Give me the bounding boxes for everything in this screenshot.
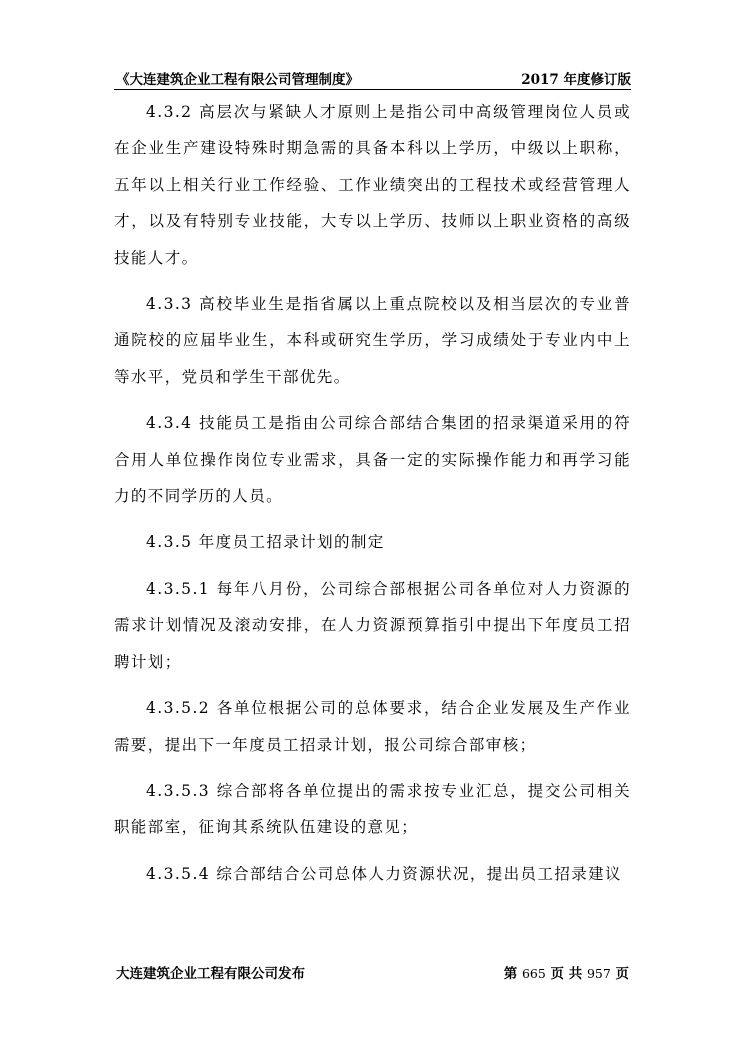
header-divider	[114, 89, 631, 90]
paragraph-4-3-3: 4.3.3 高校毕业生是指省属以上重点院校以及相当层次的专业普通院校的应届毕业生，本科或研究生学历，学习成绩处于专业内中上等水平，党员和学生干部优先。	[114, 295, 631, 386]
page-prefix: 第	[503, 966, 518, 982]
paragraph-4-3-5-4: 4.3.5.4 综合部结合公司总体人力资源状况，提出员工招录建议	[146, 864, 622, 883]
page-number	[504, 962, 629, 982]
page-total: 957	[586, 966, 611, 981]
paragraph-4-3-5-2: 4.3.5.2 各单位根据公司的总体要求，结合企业发展及生产作业需要，提出下一年度员工招录计划，报公司综合部审核；	[114, 699, 631, 754]
paragraph-4-3-4: 4.3.4 技能员工是指由公司综合部结合集团的招录渠道采用的符合用人单位操作岗位专业需求，具备一定的实际操作能力和再学习能力的不同学历的人员。	[114, 414, 631, 506]
paragraph-4-3-5-1: 4.3.5.1 每年八月份，公司综合部根据公司各单位对人力资源的需求计划情况及滚动安排，在人力资源预算指引中提出下年度员工招聘计划；	[114, 579, 631, 671]
paragraph-4-3-2: 4.3.2 高层次与紧缺人才原则上是指公司中高级管理岗位人员或在企业生产建设特殊时期急需的具备本科以上学历，中级以上职称，五年以上相关行业工作经验、工作业绩突出的工程技术或经营管理人才，以及有特别专业技能，大专以上学历、技师以上职业资格的高级技能人才。	[114, 103, 631, 267]
page-middle: 页 共	[550, 966, 583, 982]
edition-label: 2017 年度修订版	[521, 72, 631, 88]
page-suffix: 页	[615, 966, 629, 982]
paragraph-4-3-5: 4.3.5 年度员工招录计划的制定	[146, 533, 385, 552]
document-title: 《大连建筑企业工程有限公司管理制度》	[116, 72, 359, 88]
publisher-label: 大连建筑企业工程有限公司发布	[116, 966, 305, 982]
page-current: 665	[521, 966, 546, 981]
document-body	[114, 94, 631, 902]
page-header	[114, 66, 631, 88]
paragraph-4-3-5-3: 4.3.5.3 综合部将各单位提出的需求按专业汇总，提交公司相关职能部室，征询其系统队伍建设的意见；	[114, 781, 631, 837]
page-footer	[114, 962, 631, 984]
